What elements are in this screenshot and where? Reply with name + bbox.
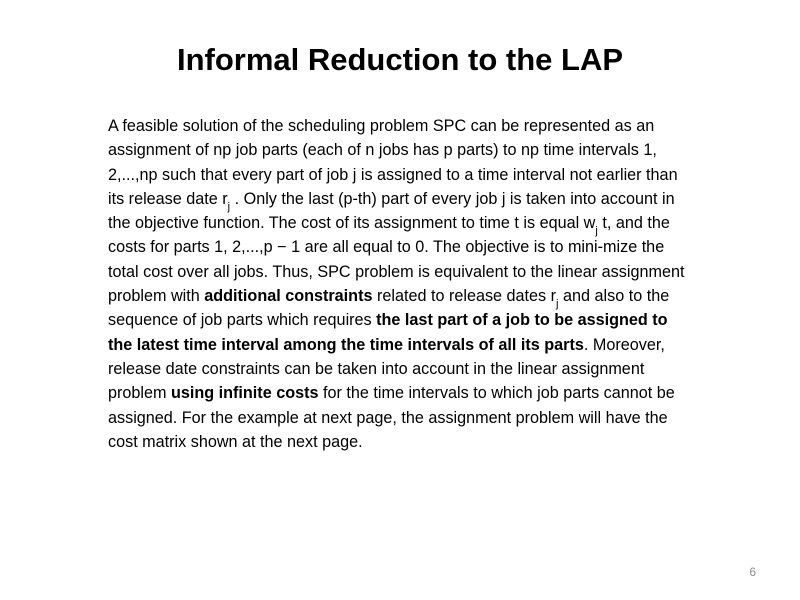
page-number: 6 (749, 565, 756, 579)
emphasis-additional-constraints: additional constraints (204, 287, 373, 306)
body-text: for the time intervals to which job parts cannot be assigned. For the example at next page, the assignment problem will have the cost matrix shown at the next page. (108, 384, 675, 451)
body-text: and also to the sequence of job parts which requires (108, 287, 670, 330)
body-text: A feasible solution of the scheduling problem SPC can be represented as an assignment of np job parts (each of n jobs has p parts) to np time intervals 1, 2,...,np such that every part of job j is assigned to a time interval not earlier than its release date r (108, 117, 678, 208)
emphasis-infinite-costs: using infinite costs (170, 384, 319, 403)
subscript-j: j (227, 200, 231, 213)
subscript-j: j (595, 225, 598, 238)
body-text: . Moreover, release date constraints can be taken into account in the linear assignment problem (108, 335, 665, 403)
body-text: t, and the costs for parts 1, 2,...,p − 1 are all equal to 0. The objective is to mini-mize the total cost over all jobs. Thus, SPC problem is equivalent to the linear assignment problem with (108, 214, 685, 306)
subscript-j: j (556, 298, 559, 311)
slide-title: Informal Reduction to the LAP (176, 42, 624, 77)
body-text: . Only the last (p-th) part of every job j is taken into account in the objective function. The cost of its assignment to time t is equal w (108, 189, 675, 233)
emphasis-last-part-constraint: the last part of a job to be assigned to the latest time interval among the time intervals of all its parts (108, 311, 668, 354)
slide-body-paragraph (108, 114, 688, 454)
body-text: related to release dates r (372, 287, 557, 306)
